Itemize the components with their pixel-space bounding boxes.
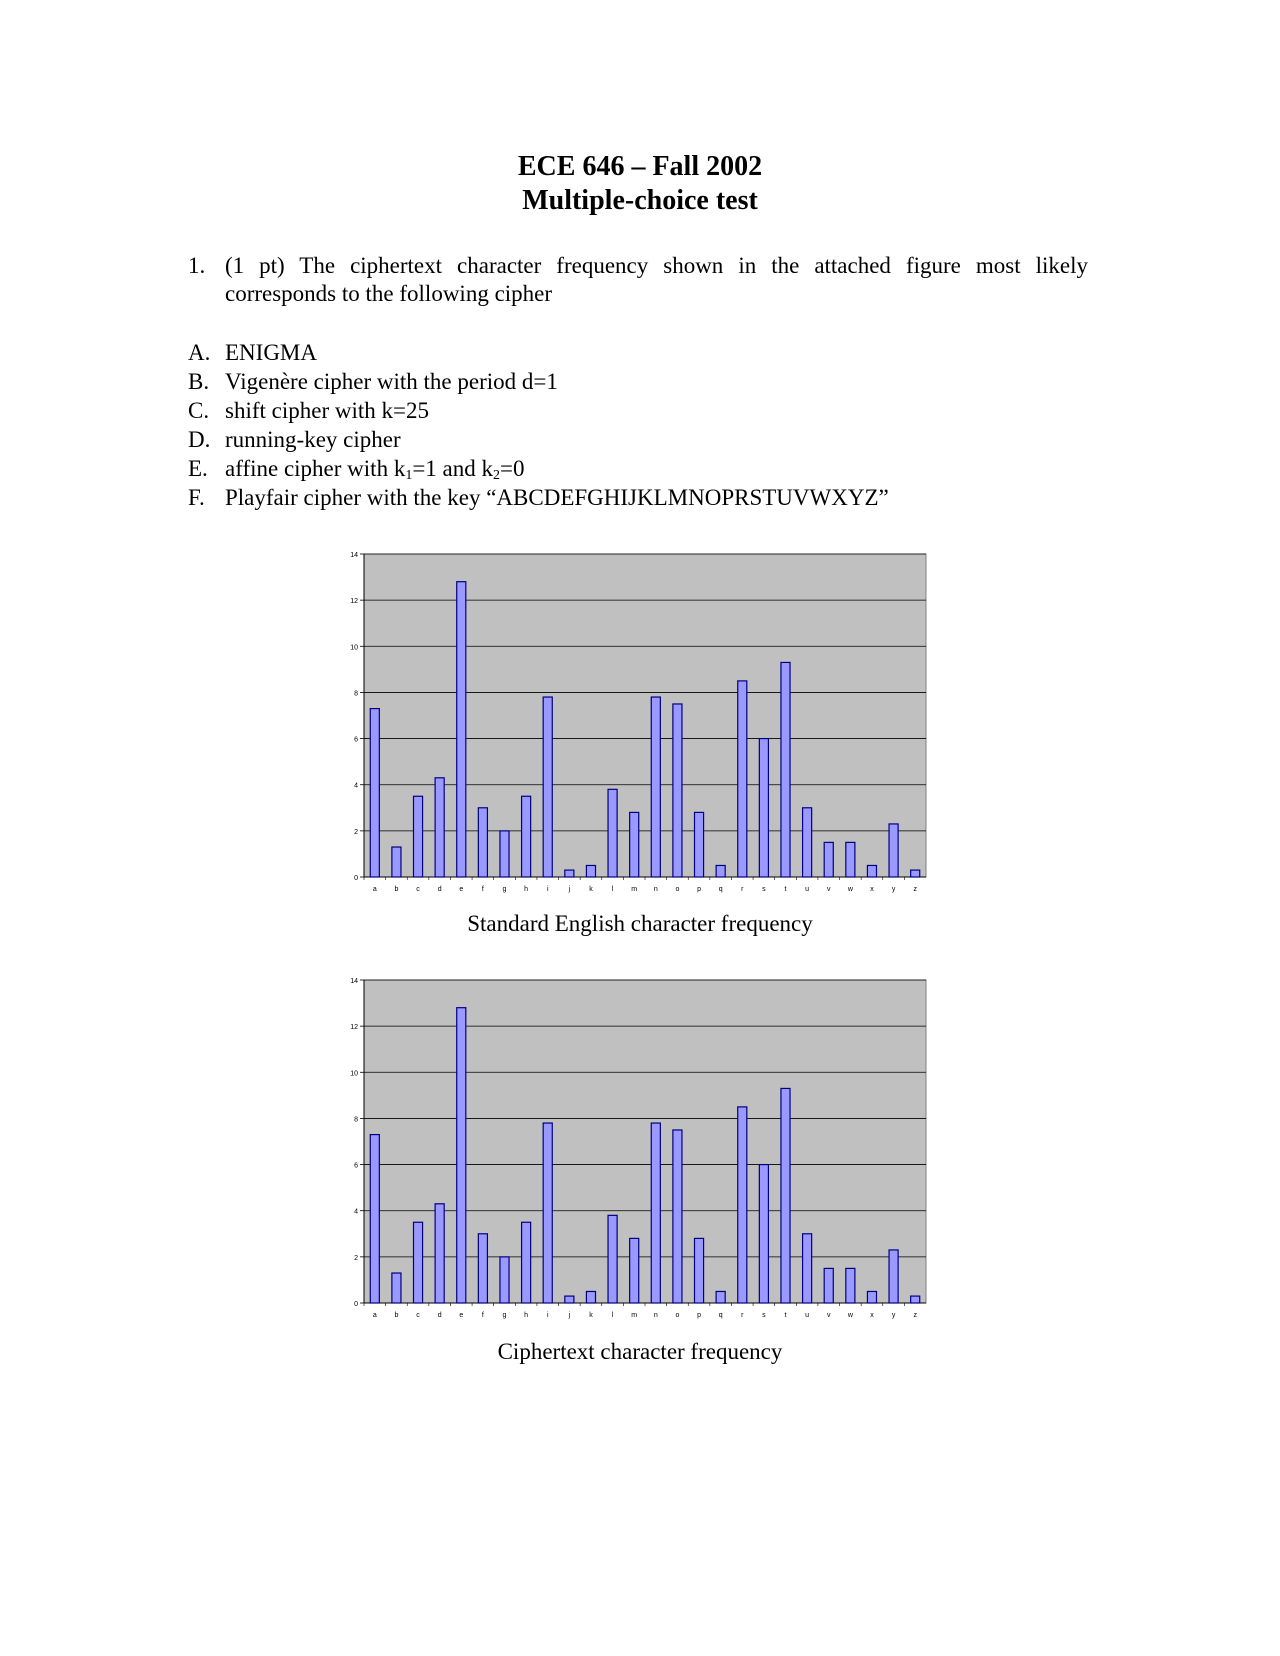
- option-text: Vigenère cipher with the period d=1: [225, 369, 558, 394]
- bar-x: [867, 865, 876, 877]
- y-tick-label: 14: [350, 552, 358, 559]
- bar-i: [543, 697, 552, 877]
- option-text: ENIGMA: [225, 340, 317, 365]
- option-letter: F.: [188, 485, 205, 510]
- x-tick-label: s: [762, 886, 766, 893]
- option-letter: C.: [188, 398, 210, 423]
- english-frequency-caption: Standard English character frequency: [467, 911, 813, 936]
- x-tick-label: j: [568, 886, 571, 893]
- bar-o: [673, 704, 682, 877]
- option-letter: D.: [188, 427, 211, 452]
- option-text: Playfair cipher with the key “ABCDEFGHIJKLMNOPRSTUVWXYZ”: [225, 485, 889, 510]
- x-tick-label: w: [847, 1312, 853, 1319]
- x-tick-label: i: [546, 886, 549, 893]
- x-tick-label: f: [481, 886, 484, 893]
- bar-t: [781, 662, 790, 877]
- x-tick-label: d: [437, 1312, 442, 1319]
- document-subtitle: Multiple-choice test: [522, 185, 758, 216]
- bar-b: [392, 847, 401, 877]
- x-tick-label: s: [762, 1312, 766, 1319]
- option-letter: E.: [188, 456, 208, 481]
- bar-k: [586, 865, 595, 877]
- x-tick-label: r: [741, 886, 744, 893]
- bar-h: [522, 796, 531, 877]
- bar-u: [803, 808, 812, 877]
- x-tick-label: o: [675, 1312, 680, 1319]
- x-tick-label: q: [718, 886, 723, 893]
- x-tick-label: y: [891, 1312, 896, 1319]
- y-tick-label: 0: [354, 875, 358, 882]
- x-tick-label: e: [459, 1312, 464, 1319]
- bar-m: [630, 812, 639, 877]
- x-tick-label: m: [631, 1312, 638, 1319]
- x-tick-label: h: [524, 1312, 529, 1319]
- bar-q: [716, 865, 725, 877]
- bar-c: [413, 796, 422, 877]
- bar-y: [889, 824, 898, 877]
- x-tick-label: a: [372, 1312, 377, 1319]
- x-tick-label: e: [459, 886, 464, 893]
- x-tick-label: t: [784, 1312, 787, 1319]
- x-tick-label: t: [784, 886, 787, 893]
- x-tick-label: u: [805, 886, 810, 893]
- bar-d: [435, 778, 444, 877]
- bar-r: [738, 681, 747, 877]
- x-tick-label: k: [589, 886, 593, 893]
- ciphertext-frequency-caption: Ciphertext character frequency: [497, 1339, 783, 1364]
- x-tick-label: v: [826, 1312, 831, 1319]
- bar-f: [478, 808, 487, 877]
- bar-g: [500, 831, 509, 877]
- x-tick-label: r: [741, 1312, 744, 1319]
- bar-p: [694, 812, 703, 877]
- x-tick-label: b: [394, 886, 399, 893]
- x-tick-label: l: [611, 886, 614, 893]
- y-tick-label: 4: [354, 782, 358, 790]
- question-text: (1 pt) The ciphertext character frequency shown in the attached figure most likely corresponds to the following cipher: [225, 253, 1088, 306]
- x-tick-label: a: [372, 886, 377, 893]
- x-tick-label: q: [718, 1312, 723, 1319]
- x-tick-label: p: [697, 886, 701, 893]
- x-tick-label: k: [589, 1312, 593, 1319]
- bar-a: [370, 709, 379, 877]
- y-tick-label: 10: [350, 644, 358, 652]
- y-tick-label: 8: [354, 1116, 358, 1124]
- x-tick-label: z: [913, 1312, 917, 1319]
- bar-n: [651, 697, 660, 877]
- option-text: affine cipher with $k_1=1$ and $k_2=0$: [225, 456, 525, 483]
- x-tick-label: c: [416, 886, 420, 893]
- x-tick-label: x: [870, 886, 874, 893]
- x-tick-label: x: [870, 1312, 874, 1319]
- y-tick-label: 4: [354, 1208, 358, 1216]
- y-tick-label: 14: [350, 978, 358, 985]
- bar-l: [608, 789, 617, 877]
- bar-w: [846, 842, 855, 877]
- bar-s: [759, 739, 768, 877]
- option-text: shift cipher with k=25: [225, 398, 429, 423]
- x-tick-label: g: [502, 886, 507, 893]
- y-tick-label: 0: [354, 1301, 358, 1308]
- option-letter: B.: [188, 369, 210, 394]
- x-tick-label: f: [481, 1312, 484, 1319]
- x-tick-label: v: [826, 886, 831, 893]
- x-tick-label: j: [568, 1312, 571, 1319]
- bar-j: [565, 870, 574, 877]
- y-tick-label: 12: [350, 598, 358, 606]
- document-title: ECE 646 – Fall 2002: [517, 151, 763, 182]
- x-tick-label: d: [437, 886, 442, 893]
- x-tick-label: u: [805, 1312, 810, 1319]
- x-tick-label: z: [913, 886, 917, 893]
- x-tick-label: w: [847, 886, 853, 893]
- x-tick-label: y: [891, 886, 896, 893]
- x-tick-label: i: [546, 1312, 549, 1319]
- y-tick-label: 2: [354, 1254, 358, 1262]
- x-tick-label: n: [653, 1312, 658, 1319]
- y-tick-label: 6: [354, 1162, 358, 1170]
- x-tick-label: g: [502, 1312, 507, 1319]
- x-tick-label: o: [675, 886, 680, 893]
- bar-z: [911, 870, 920, 877]
- bar-v: [824, 842, 833, 877]
- question-number: 1.: [188, 253, 206, 278]
- y-tick-label: 12: [350, 1024, 358, 1032]
- bar-e: [457, 582, 466, 877]
- y-tick-label: 2: [354, 828, 358, 836]
- x-tick-label: b: [394, 1312, 399, 1319]
- option-letter: A.: [188, 340, 211, 365]
- x-tick-label: l: [611, 1312, 614, 1319]
- plot-area: [364, 554, 926, 877]
- y-tick-label: 8: [354, 690, 358, 698]
- y-tick-label: 6: [354, 736, 358, 744]
- y-tick-label: 10: [350, 1070, 358, 1078]
- x-tick-label: n: [653, 886, 658, 893]
- option-text: running-key cipher: [225, 427, 401, 452]
- x-tick-label: c: [416, 1312, 420, 1319]
- x-tick-label: m: [631, 886, 638, 893]
- x-tick-label: h: [524, 886, 529, 893]
- x-tick-label: p: [697, 1312, 701, 1319]
